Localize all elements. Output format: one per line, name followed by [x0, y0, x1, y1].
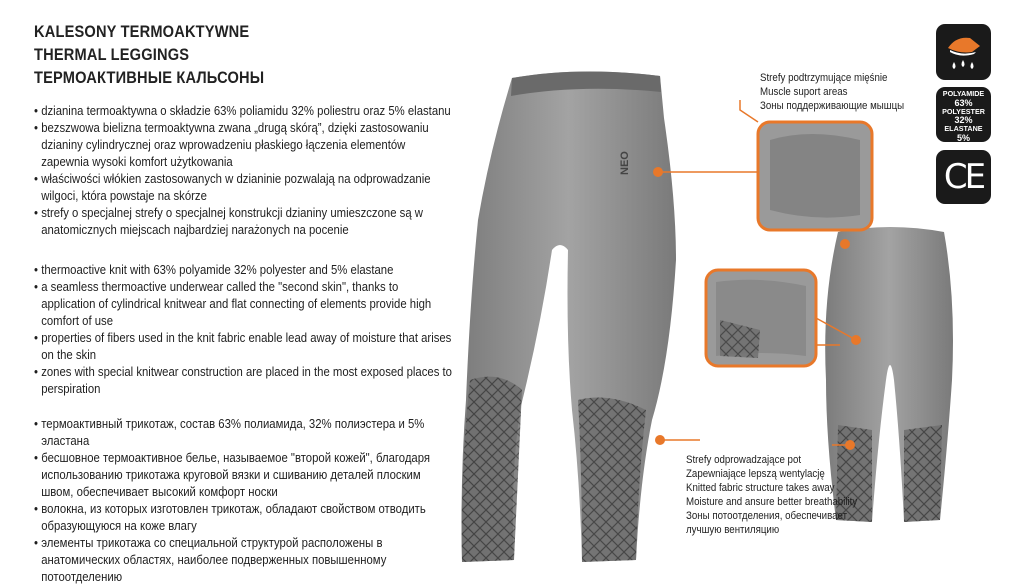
description-russian: [34, 416, 454, 586]
ce-mark-text: CE: [943, 157, 984, 197]
callout-line: Zapewniające lepszą wentylację: [686, 468, 825, 480]
brand-logo: NEO: [619, 151, 631, 175]
description-item: • properties of fibers used in the knit fabric enable lead away of moisture that arises on the skin: [34, 330, 455, 364]
muscle-zone-marker-back-2: [851, 335, 861, 345]
description-item: • dzianina termoaktywna o składzie 63% poliamidu 32% poliestru oraz 5% elastanu: [34, 103, 455, 120]
description-english: [34, 262, 454, 398]
fabric-composition-badge: [936, 87, 991, 142]
moisture-wicking-icon: [936, 24, 991, 80]
product-title: [34, 20, 302, 89]
sweat-zone-marker-back: [845, 440, 855, 450]
sweat-zone-closeup: [706, 270, 816, 366]
callout-line: Зоны поддерживающие мышцы: [760, 100, 905, 112]
description-item: • бесшовное термоактивное белье, называемое "второй кожей", благодаря использованию трикотажа круговой вязки и сшиванию деталей плоским швом, обеспечивает высокий комфорт носки: [34, 450, 455, 501]
callout-line: Muscle suport areas: [760, 86, 848, 98]
ce-mark-icon: [936, 150, 991, 204]
callout-line: Зоны потоотделения, обеспечивает: [686, 510, 848, 522]
description-item: • właściwości włókien zastosowanych w dzianinie pozwalają na odprowadzanie wilgoci, która powstaje na skórze: [34, 171, 455, 205]
title-ru: ТЕРМОАКТИВНЫЕ КАЛЬСОНЫ: [34, 68, 265, 87]
callout-line: Moisture and ansure better breathability: [686, 496, 858, 508]
callout-line: Strefy podtrzymujące mięśnie: [760, 72, 888, 84]
polyamide-label: POLYAMIDE: [942, 89, 985, 98]
description-item: • элементы трикотажа со специальной структурой расположены в анатомических областях, наиболее подверженных повышенному потоотделению: [34, 535, 455, 586]
polyamide-value: 63%: [954, 97, 973, 108]
callout-line: Knitted fabric structure takes away: [686, 482, 835, 494]
muscle-zone-closeup: [758, 122, 872, 230]
muscle-support-callout: [760, 71, 904, 113]
leggings-front-image: [462, 71, 677, 562]
elastane-value: 5%: [956, 132, 970, 143]
callout-line: лучшую вентиляцию: [686, 524, 780, 536]
description-item: • a seamless thermoactive underwear called the "second skin", thanks to application of cylindrical knitwear and flat connecting of elements provide high comfort of use: [34, 279, 455, 330]
title-en: THERMAL LEGGINGS: [34, 45, 190, 64]
description-item: • bezszwowa bielizna termoaktywna zwana „drugą skórą”, dzięki zastosowaniu dzianiny cylindrycznej oraz wprowadzeniu płaskiego łączenia elementów zapewnia wysoki komfort użytkowania: [34, 120, 455, 171]
muscle-zone-marker: [653, 167, 663, 177]
description-item: • термоактивный трикотаж, состав 63% полиамида, 32% полиэстера и 5% эластана: [34, 416, 455, 450]
callout-line: Strefy odprowadzające pot: [686, 454, 802, 466]
elastane-label: ELASTANE: [944, 124, 983, 133]
sweat-zone-marker: [655, 435, 665, 445]
title-pl: KALESONY TERMOAKTYWNE: [34, 22, 250, 41]
sweat-zone-callout: [686, 453, 857, 537]
polyester-value: 32%: [954, 115, 973, 125]
description-item: • thermoactive knit with 63% polyamide 32% polyester and 5% elastane: [34, 262, 455, 279]
polyester-label: POLYESTER: [942, 106, 985, 116]
description-polish: [34, 103, 454, 239]
description-item: • волокна, из которых изготовлен трикотаж, обладают свойством отводить образующуюся на коже влагу: [34, 501, 455, 535]
description-item: • strefy o specjalnej strefy o specjalnej konstrukcji dzianiny umieszczone są w anatomicznych miejscach najbardziej narażonych na pocenie: [34, 205, 455, 239]
description-item: • zones with special knitwear construction are placed in the most exposed places to perspiration: [34, 364, 455, 398]
muscle-zone-marker-back: [840, 239, 850, 249]
